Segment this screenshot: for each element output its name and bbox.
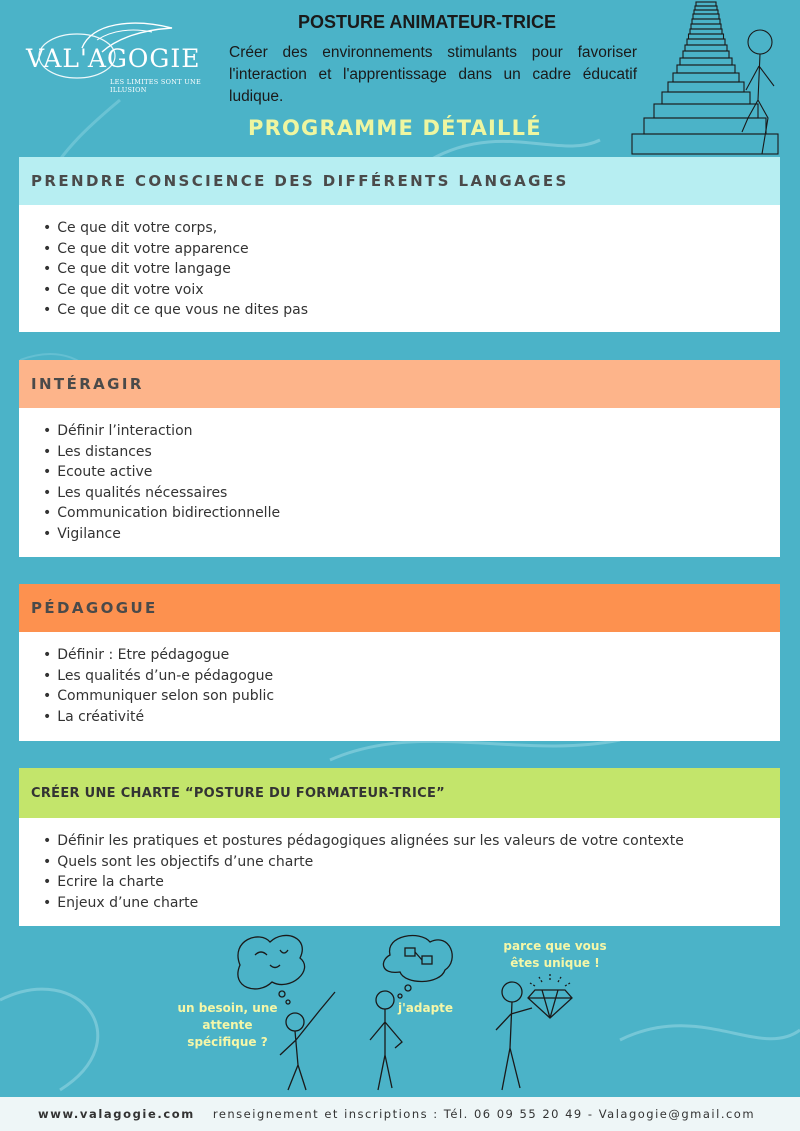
caption-line: attente: [202, 1018, 253, 1032]
list-item: • Les distances: [43, 442, 780, 463]
caption-line: êtes unique !: [510, 956, 600, 970]
caption-adapte: j'adapte: [398, 1001, 454, 1015]
section-title: PÉDAGOGUE: [19, 584, 780, 632]
caption-unique: [490, 938, 620, 972]
contact-info: renseignement et inscriptions : Tél. 06 09 55 20 49 - Valagogie@gmail.com: [212, 1107, 756, 1121]
list-item: • Quels sont les objectifs d’une charte: [43, 852, 780, 873]
section-interagir: [19, 360, 780, 557]
list-item: • Enjeux d’une charte: [43, 893, 780, 914]
list-item: • Ecoute active: [43, 462, 780, 483]
stick-figures-illustration: [160, 930, 640, 1095]
list-item: • Définir l’interaction: [43, 421, 780, 442]
footer: [0, 1097, 800, 1131]
caption-line: parce que vous: [503, 939, 607, 953]
bullet-list: [19, 421, 780, 545]
website-link[interactable]: www.valagogie.com: [38, 1107, 195, 1121]
list-item: • Les qualités nécessaires: [43, 483, 780, 504]
section-title: INTÉRAGIR: [19, 360, 780, 408]
section-langages: [19, 157, 780, 332]
brand-logo: [22, 18, 232, 98]
caption-besoin: [160, 1000, 295, 1051]
list-item: • Ce que dit votre apparence: [43, 239, 780, 260]
section-title: CRÉER UNE CHARTE “POSTURE DU FORMATEUR-TRICE”: [19, 768, 780, 818]
list-item: • La créativité: [43, 707, 780, 728]
list-item: • Ce que dit votre corps,: [43, 218, 780, 239]
section-pedagogue: [19, 584, 780, 741]
caption-line: un besoin, une: [177, 1001, 278, 1015]
brand-name: VAL'AGOGIE: [26, 44, 201, 73]
caption-line: spécifique ?: [187, 1035, 268, 1049]
list-item: • Les qualités d’un-e pédagogue: [43, 666, 780, 687]
list-item: • Définir les pratiques et postures pédagogiques alignées sur les valeurs de votre contexte: [43, 831, 780, 852]
brand-tagline: LES LIMITES SONT UNE ILLUSION: [110, 78, 202, 94]
bullet-list: [19, 831, 780, 913]
list-item: • Ce que dit votre langage: [43, 259, 780, 280]
page-title: POSTURE ANIMATEUR-TRICE: [298, 12, 556, 32]
list-item: • Ce que dit votre voix: [43, 280, 780, 301]
staircase-illustration: [630, 0, 780, 158]
list-item: • Ce que dit ce que vous ne dites pas: [43, 300, 780, 321]
section-title: PRENDRE CONSCIENCE DES DIFFÉRENTS LANGAGES: [19, 157, 780, 205]
list-item: • Ecrire la charte: [43, 872, 780, 893]
list-item: • Définir : Etre pédagogue: [43, 645, 780, 666]
bullet-list: [19, 645, 780, 727]
intro-text: Créer des environnements stimulants pour favoriser l'interaction et l'apprentissage dans un cadre éducatif ludique.: [229, 44, 637, 105]
list-item: • Communiquer selon son public: [43, 686, 780, 707]
bullet-list: [19, 218, 780, 321]
list-item: • Vigilance: [43, 524, 780, 545]
list-item: • Communication bidirectionnelle: [43, 503, 780, 524]
section-charte: [19, 768, 780, 926]
programme-title: PROGRAMME DÉTAILLÉ: [248, 116, 542, 140]
